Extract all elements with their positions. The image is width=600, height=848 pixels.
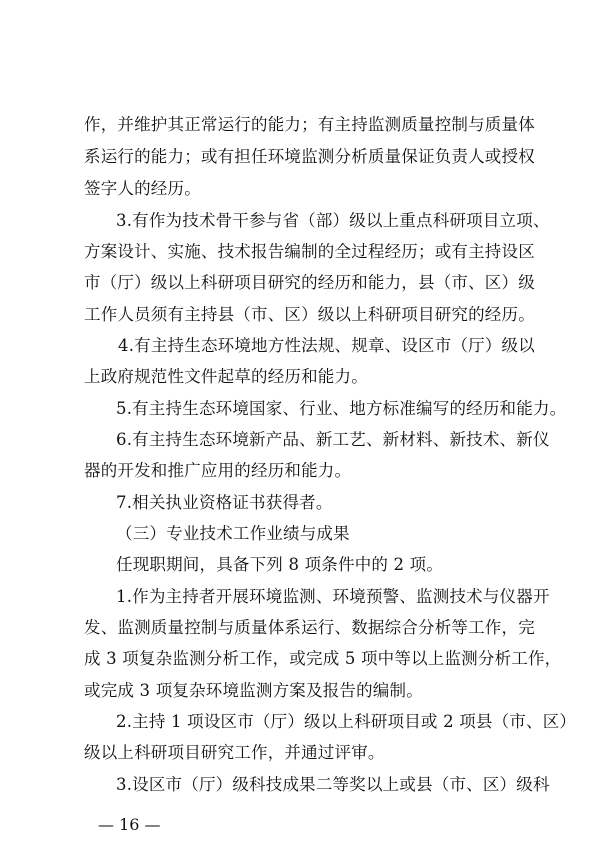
list-item-4: 4.有主持生态环境地方性法规、规章、设区市（厅）级以 [118, 336, 535, 355]
text-line: 签字人的经历。 [84, 179, 201, 198]
text-line: 系运行的能力；或有担任环境监测分析质量保证负责人或授权 [84, 147, 535, 166]
section-heading: （三）专业技术工作业绩与成果 [116, 524, 350, 543]
list-item-7: 7.相关执业资格证书获得者。 [116, 493, 333, 512]
achievement-item-1: 1.作为主持者开展环境监测、环境预警、监测技术与仪器开 [116, 587, 550, 606]
text-line: 级以上科研项目研究工作，并通过评审。 [84, 743, 385, 762]
achievement-item-2: 2.主持 1 项设区市（厅）级以上科研项目或 2 项县（市、区） [116, 712, 577, 731]
text-line: 发、监测质量控制与质量体系运行、数据综合分析等工作，完 [84, 618, 535, 637]
text-line: 上政府规范性文件起草的经历和能力。 [84, 367, 368, 386]
text-line: 工作人员须有主持县（市、区）级以上科研项目研究的经历。 [84, 305, 535, 324]
text-line: 作，并维护其正常运行的能力；有主持监测质量控制与质量体 [84, 115, 535, 134]
text-line: 成 3 项复杂监测分析工作，或完成 5 项中等以上监测分析工作， [84, 649, 562, 668]
list-item-5: 5.有主持生态环境国家、行业、地方标准编写的经历和能力。 [116, 399, 567, 418]
text-line: 任现职期间，具备下列 8 项条件中的 2 项。 [116, 555, 444, 574]
achievement-item-3: 3.设区市（厅）级科技成果二等奖以上或县（市、区）级科 [116, 775, 550, 794]
text-line: 或完成 3 项复杂环境监测方案及报告的编制。 [84, 681, 423, 700]
text-line: 器的开发和推广应用的经历和能力。 [84, 461, 352, 480]
page-number: — 16 — [98, 815, 161, 834]
list-item-3: 3.有作为技术骨干参与省（部）级以上重点科研项目立项、 [116, 211, 550, 230]
text-line: 市（厅）级以上科研项目研究的经历和能力，县（市、区）级 [84, 273, 535, 292]
text-line: 方案设计、实施、技术报告编制的全过程经历；或有主持设区 [84, 242, 535, 261]
list-item-6: 6.有主持生态环境新产品、新工艺、新材料、新技术、新仪 [116, 430, 550, 449]
